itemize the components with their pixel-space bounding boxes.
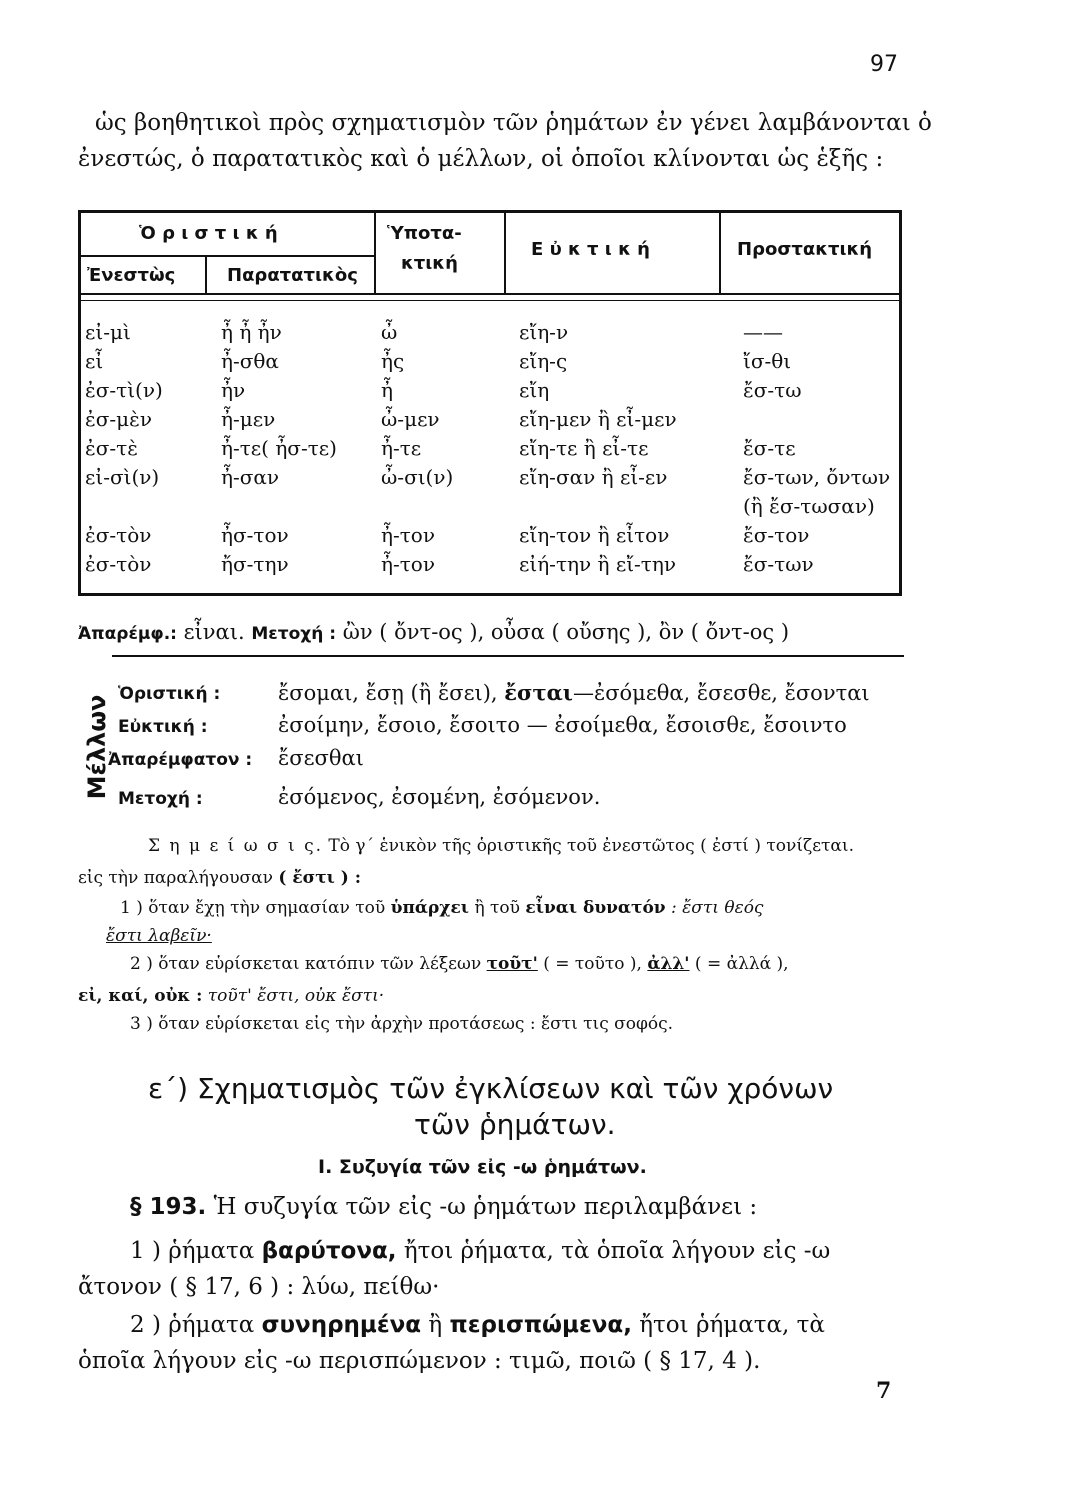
note-item-3: 3 ) ὅταν εὑρίσκεται εἰς τὴν ἀρχὴν προτάσεως : ἔστι τις σοφός. bbox=[130, 1014, 674, 1034]
paragraph-item-2 bbox=[130, 1312, 825, 1338]
cell: ὦ-σι(ν) bbox=[381, 465, 454, 489]
header-efktiki: Ε ὐ κ τ ι κ ή bbox=[531, 239, 650, 260]
cell: ἦ ἦ ἦν bbox=[221, 320, 282, 344]
cell: ὦ-μεν bbox=[381, 407, 440, 431]
note-item-2b: τοῦτ' bbox=[486, 954, 538, 974]
cell: ἦ-τε( ἦσ-τε) bbox=[221, 436, 337, 460]
header-paratatikos: Παρατατικὸς bbox=[227, 265, 358, 286]
section-heading-1: ε΄) Σχηματισμὸς τῶν ἐγκλίσεων καὶ τῶν χρόνων bbox=[148, 1072, 834, 1105]
mellon-side-label bbox=[72, 685, 112, 815]
cell: ἦσ-τον bbox=[221, 523, 289, 547]
paragraph-text: Ἡ συζυγία τῶν εἰς -ω ῥημάτων περιλαμβάνει : bbox=[213, 1194, 758, 1220]
note-item-2e: ( = ἀλλά ), bbox=[694, 954, 789, 974]
page-number: 97 bbox=[870, 52, 898, 77]
cell: εἴη-ς bbox=[519, 349, 568, 373]
p1b: βαρύτονα, bbox=[261, 1238, 397, 1264]
cell bbox=[743, 405, 890, 434]
note-item-1c: ἢ τοῦ bbox=[474, 898, 521, 918]
col-enestos bbox=[85, 318, 163, 579]
cell: ἔσ-τον bbox=[743, 523, 810, 547]
note-text-2a: εἰς τὴν παραλήγουσαν bbox=[78, 868, 273, 888]
mellon-value-2: ἐσοίμην, ἔσοιο, ἔσοιτο — ἐσοίμεθα, ἔσοισθε, ἔσοιντο bbox=[278, 713, 847, 737]
cell: ἴσ-θι bbox=[743, 349, 792, 373]
mellon-label-1: Ὁριστική : bbox=[118, 684, 221, 704]
p2a: 2 ) ῥήματα bbox=[130, 1312, 255, 1338]
p2b: συνηρημένα bbox=[261, 1312, 422, 1338]
cell: ἔσ-των bbox=[743, 552, 814, 576]
mellon-value-1-b: ἔσται bbox=[504, 680, 573, 705]
divider bbox=[504, 213, 506, 293]
mellon-value-3: ἔσεσθαι bbox=[278, 746, 364, 770]
cell: ἐσ-τὸν bbox=[85, 523, 152, 547]
handwritten-annotation: ἔστι λαβεῖν· bbox=[106, 926, 212, 946]
infinitive-value: εἶναι. bbox=[183, 620, 245, 644]
cell: ἦ-τον bbox=[381, 523, 436, 547]
mellon-label-4: Μετοχή : bbox=[118, 789, 203, 809]
participle-label: Μετοχή : bbox=[251, 624, 337, 644]
header-ypotaktiki-2: κτική bbox=[401, 253, 458, 274]
mellon-value-1-c: —ἐσόμεθα, ἔσεσθε, ἔσονται bbox=[572, 681, 870, 705]
mellon-value-1-a: ἔσομαι, ἔσῃ (ἢ ἔσει), bbox=[278, 681, 505, 705]
cell: ἐσ-τὲ bbox=[85, 436, 138, 460]
cell: εἴη-μεν ἢ εἶ-μεν bbox=[519, 407, 677, 431]
section-heading-2: τῶν ῥημάτων. bbox=[414, 1108, 616, 1141]
mellon-label-2: Εὐκτική : bbox=[118, 717, 208, 737]
paragraph-item-1-cont: ἄτονον ( § 17, 6 ) : λύω, πείθω· bbox=[78, 1274, 440, 1300]
cell: εἴη-τον ἢ εἶτον bbox=[519, 523, 670, 547]
note-item-2 bbox=[130, 954, 789, 974]
paragraph-number: § 193. bbox=[130, 1194, 207, 1220]
mellon-label: Μέλλων bbox=[83, 694, 111, 800]
divider bbox=[81, 255, 374, 257]
note-item-1d: εἶναι δυνατόν bbox=[525, 898, 666, 918]
p2d: περισπώμενα, bbox=[449, 1312, 632, 1338]
divider bbox=[81, 293, 899, 295]
cell: ἦ-σθα bbox=[221, 349, 279, 373]
cell: εἶ bbox=[85, 349, 104, 373]
cell: εἴη-τε ἢ εἶ-τε bbox=[519, 436, 649, 460]
cell: ἦ bbox=[381, 378, 393, 402]
mellon-value-4: ἐσόμενος, ἐσομένη, ἐσόμενον. bbox=[278, 785, 601, 809]
p1c: ἤτοι ῥήματα, τὰ ὁποῖα λήγουν εἰς -ω bbox=[403, 1238, 831, 1264]
note-title: Σ η μ ε ί ω σ ι ς. bbox=[148, 836, 324, 856]
note-text-2b: ( ἔστι ) : bbox=[278, 868, 362, 888]
cell: ἦ-σαν bbox=[221, 465, 280, 489]
cell: ἦ-τον bbox=[381, 552, 436, 576]
infinitive-label: Ἀπαρέμφ.: bbox=[78, 624, 177, 644]
p2e: ἤτοι ῥήματα, τὰ bbox=[639, 1312, 825, 1338]
header-oristiki: Ὁ ρ ι σ τ ι κ ή bbox=[139, 223, 278, 244]
header-enestos: Ἐνεστὼς bbox=[87, 265, 176, 286]
intro-line-2: ἐνεστώς, ὁ παρατατικὸς καὶ ὁ μέλλων, οἱ ὁποῖοι κλίνονται ὡς ἑξῆς : bbox=[78, 146, 884, 172]
cell: (ἢ ἔσ-τωσαν) bbox=[743, 494, 875, 518]
cell: εἰ-μὶ bbox=[85, 320, 131, 344]
cell: ἤσ-την bbox=[221, 552, 289, 576]
cell: ἔσ-τω bbox=[743, 378, 802, 402]
mellon-value-1 bbox=[278, 680, 870, 705]
cell: ὦ bbox=[381, 320, 398, 344]
participle-value: ὢν ( ὄντ-ος ), οὖσα ( οὔσης ), ὂν ( ὄντ-ος ) bbox=[342, 620, 790, 644]
cell: εἴη bbox=[519, 378, 550, 402]
note-item-1 bbox=[120, 898, 763, 918]
col-prostaktiki bbox=[743, 318, 890, 579]
cell: —— bbox=[743, 320, 783, 344]
separator-line bbox=[112, 655, 904, 657]
cell: ἔσ-των, ὄντων bbox=[743, 465, 891, 489]
cell: εἴη-ν bbox=[519, 320, 569, 344]
note-item-2g: τοῦτ' ἔστι, οὐκ ἔστι· bbox=[207, 986, 385, 1006]
cell: εἰ-σὶ(ν) bbox=[85, 465, 160, 489]
divider bbox=[81, 300, 899, 301]
intro-line-1: ὡς βοηθητικοὶ πρὸς σχηματισμὸν τῶν ῥημάτων ἐν γένει λαμβάνονται ὁ bbox=[95, 110, 932, 136]
note-item-2-cont bbox=[78, 986, 384, 1006]
conjugation-table bbox=[78, 210, 902, 596]
mellon-label-3: Ἀπαρέμφατον : bbox=[108, 750, 253, 770]
cell: ἦ-τε bbox=[381, 436, 422, 460]
note-line-2 bbox=[78, 868, 361, 888]
note-item-2c: ( = τοῦτο ), bbox=[543, 954, 642, 974]
col-paratatikos bbox=[221, 318, 337, 579]
col-efktiki bbox=[519, 318, 677, 579]
paragraph-193 bbox=[130, 1194, 757, 1220]
paragraph-item-1 bbox=[130, 1238, 830, 1264]
header-ypotaktiki-1: Ὑποτα- bbox=[387, 223, 462, 244]
cell: ἦ-μεν bbox=[221, 407, 276, 431]
header-prostaktiki: Προστακτική bbox=[737, 239, 873, 260]
infinitive-line bbox=[78, 620, 789, 644]
note-item-1a: 1 ) ὅταν ἔχῃ τὴν σημασίαν τοῦ bbox=[120, 898, 386, 918]
note-line-1 bbox=[148, 836, 854, 856]
note-item-2f: εἰ, καί, οὐκ : bbox=[78, 986, 203, 1006]
cell: ἔσ-τε bbox=[743, 436, 796, 460]
cell: ἐσ-τὶ(ν) bbox=[85, 378, 163, 402]
cell: ἐσ-μὲν bbox=[85, 407, 153, 431]
col-ypotaktiki bbox=[381, 318, 453, 579]
note-item-2a: 2 ) ὅταν εὑρίσκεται κατόπιν τῶν λέξεων bbox=[130, 954, 482, 974]
signature-mark: 7 bbox=[876, 1378, 892, 1404]
note-item-1b: ὑπάρχει bbox=[390, 898, 470, 918]
cell: εἴη-σαν ἢ εἶ-εν bbox=[519, 465, 668, 489]
paragraph-item-2-cont: ὁποῖα λήγουν εἰς -ω περισπώμενον : τιμῶ, ποιῶ ( § 17, 4 ). bbox=[78, 1348, 761, 1374]
note-item-1e: : ἔστι θεός bbox=[671, 898, 764, 918]
p1a: 1 ) ῥήματα bbox=[130, 1238, 255, 1264]
cell: εἰή-την ἢ εἴ-την bbox=[519, 552, 677, 576]
divider bbox=[205, 257, 207, 293]
note-text-1: Τὸ γ΄ ἑνικὸν τῆς ὁριστικῆς τοῦ ἐνεστῶτος ( ἐστί ) τονίζεται. bbox=[328, 836, 854, 856]
divider bbox=[719, 213, 721, 293]
p2c: ἢ bbox=[428, 1312, 443, 1338]
cell: ἦν bbox=[221, 378, 246, 402]
cell: ἐσ-τὸν bbox=[85, 552, 152, 576]
divider bbox=[374, 213, 376, 293]
note-item-2d: ἀλλ' bbox=[647, 954, 690, 974]
cell: ἦς bbox=[381, 349, 405, 373]
section-subheading: I. Συζυγία τῶν εἰς -ω ῥημάτων. bbox=[318, 1156, 647, 1178]
